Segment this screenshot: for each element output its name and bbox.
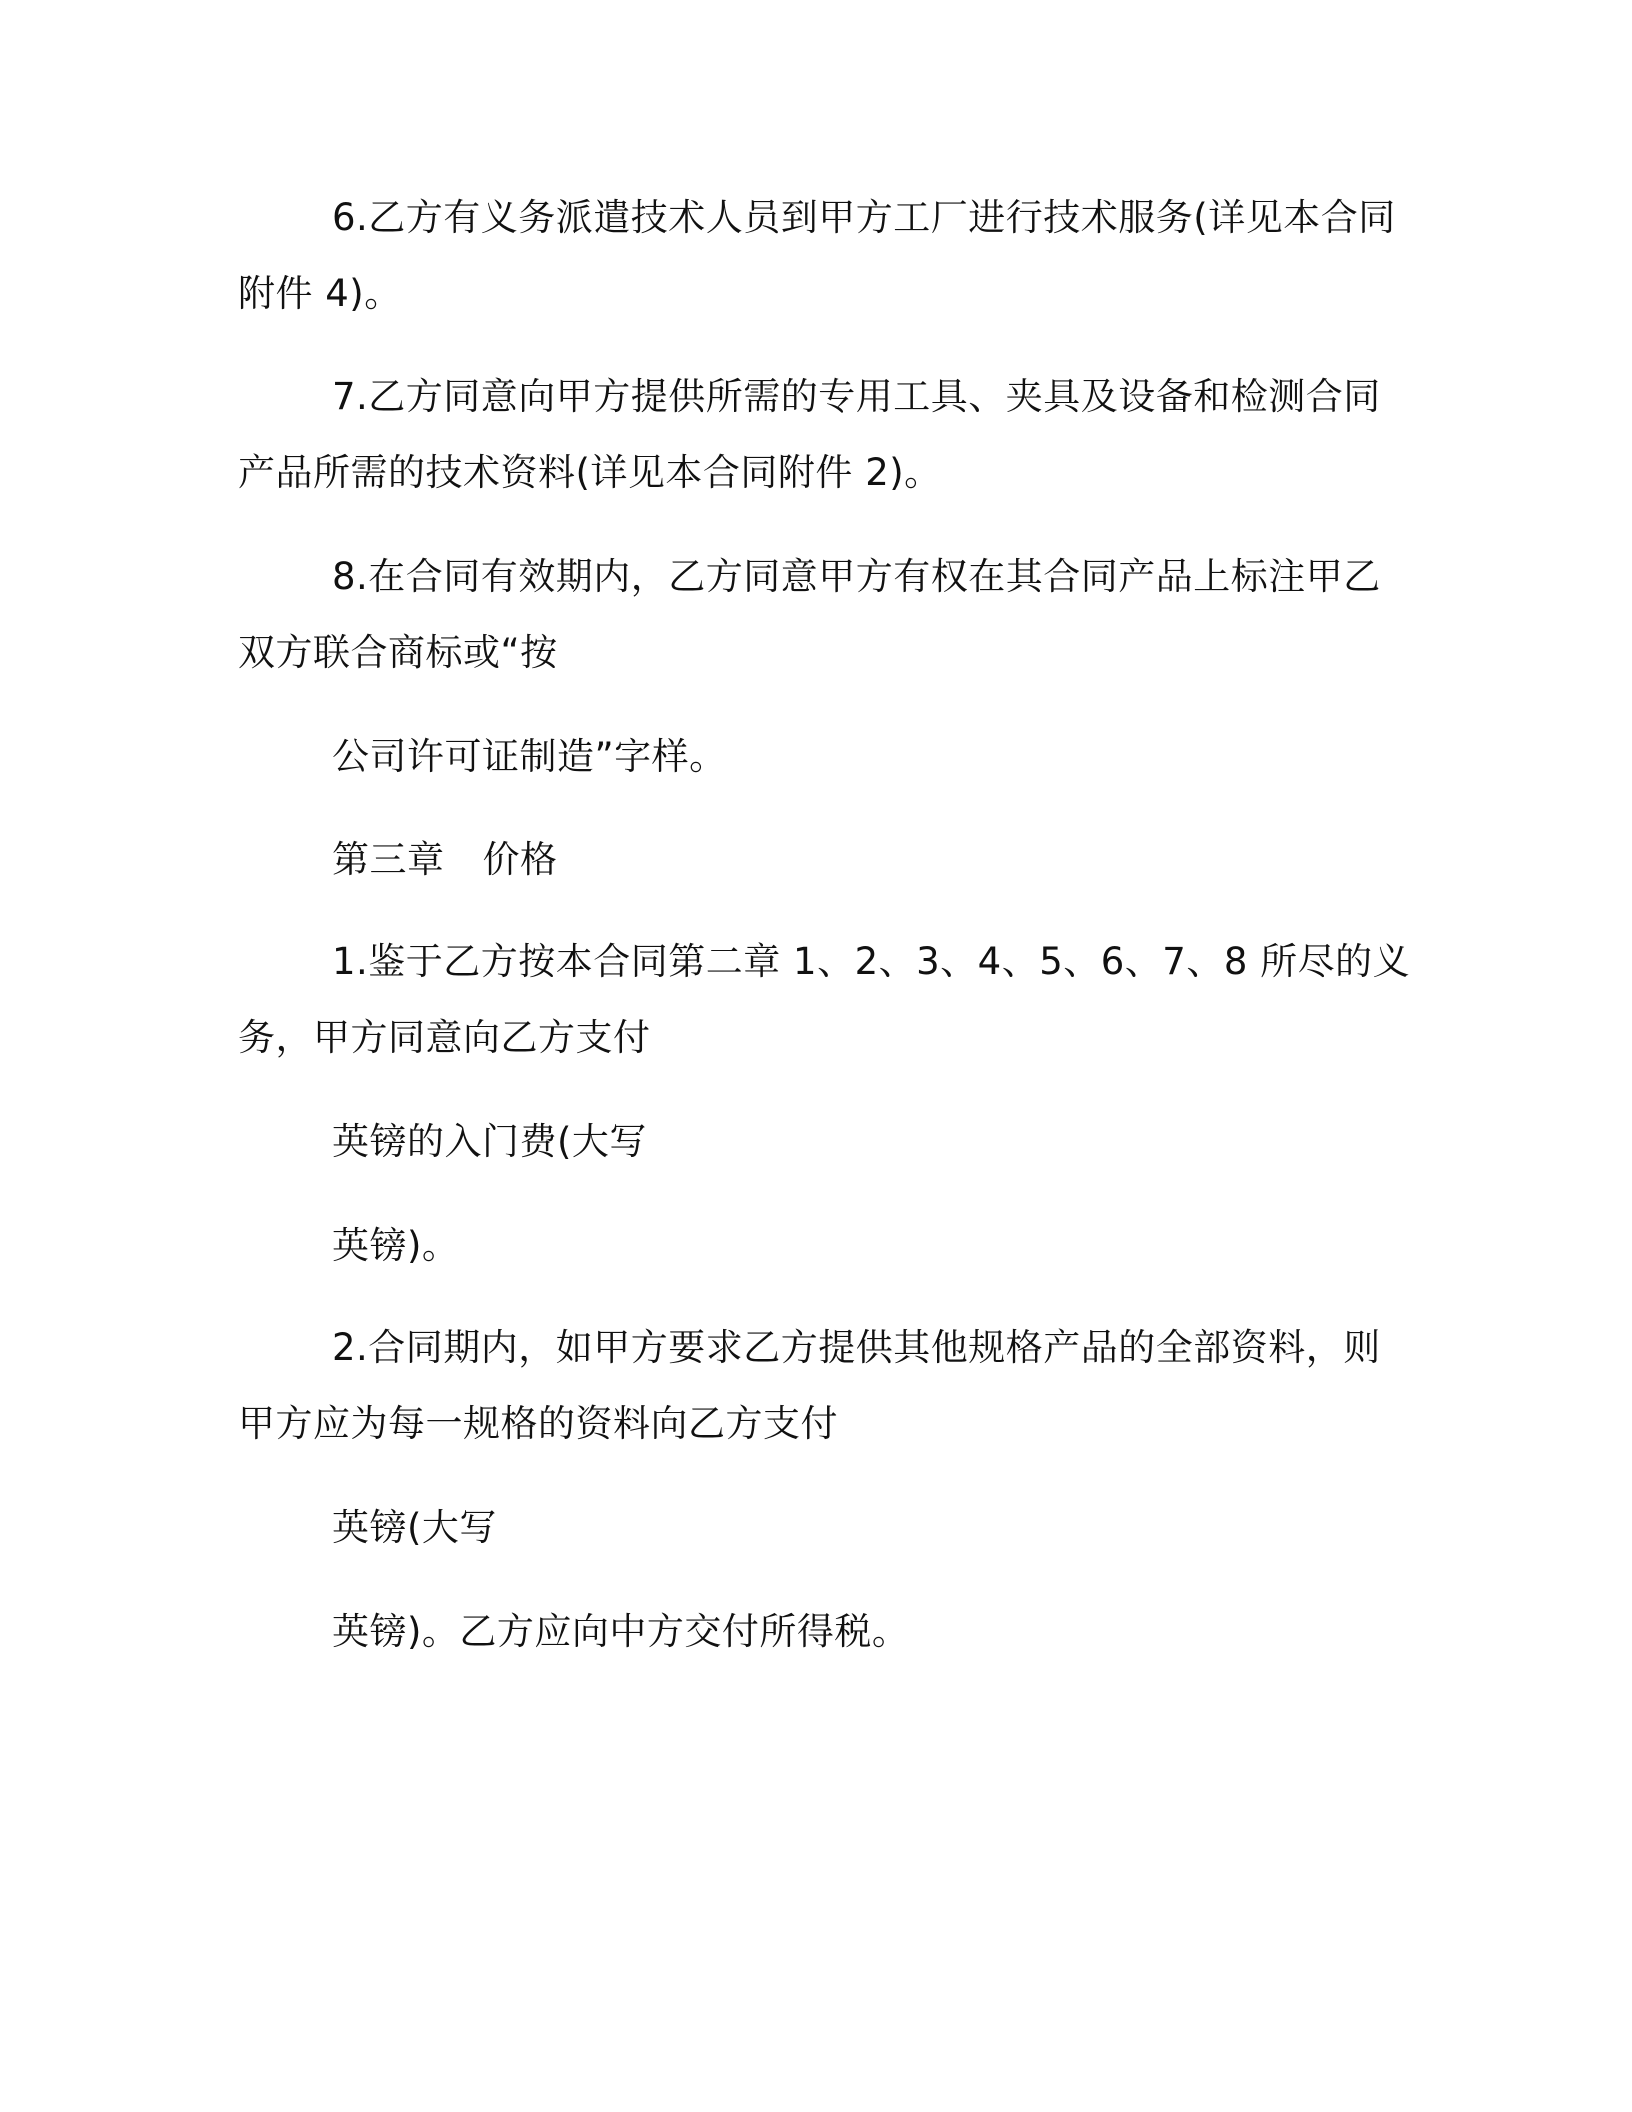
price-clause-1-line-2: 务，甲方同意向乙方支付: [238, 1016, 651, 1059]
clause-7-line-1: 7.乙方同意向甲方提供所需的专用工具、夹具及设备和检测合同: [332, 375, 1381, 418]
price-clause-1-line-3: 英镑的入门费(大写: [332, 1120, 647, 1163]
price-clause-2-line-4: 英镑)。乙方应向中方交付所得税。: [332, 1610, 910, 1653]
clause-8-line-1: 8.在合同有效期内，乙方同意甲方有权在其合同产品上标注甲乙: [332, 555, 1381, 598]
price-clause-1-line-1: 1.鉴于乙方按本合同第二章 1、2、3、4、5、6、7、8 所尽的义: [332, 940, 1411, 983]
price-clause-2-line-2: 甲方应为每一规格的资料向乙方支付: [238, 1402, 838, 1445]
clause-6-line-2: 附件 4)。: [238, 272, 402, 315]
price-clause-2-line-3: 英镑(大写: [332, 1506, 497, 1549]
chapter-heading: [332, 838, 558, 882]
price-clause-1-line-4: 英镑)。: [332, 1224, 460, 1267]
chapter-title: 价格: [482, 838, 558, 881]
chapter-number: 第三章: [332, 838, 445, 881]
clause-7-line-2: 产品所需的技术资料(详见本合同附件 2)。: [238, 451, 942, 494]
clause-6-line-1: 6.乙方有义务派遣技术人员到甲方工厂进行技术服务(详见本合同: [332, 196, 1396, 239]
price-clause-2-line-1: 2.合同期内，如甲方要求乙方提供其他规格产品的全部资料，则: [332, 1326, 1381, 1369]
clause-8-line-3: 公司许可证制造”字样。: [332, 735, 727, 778]
clause-8-line-2: 双方联合商标或“按: [238, 631, 558, 674]
